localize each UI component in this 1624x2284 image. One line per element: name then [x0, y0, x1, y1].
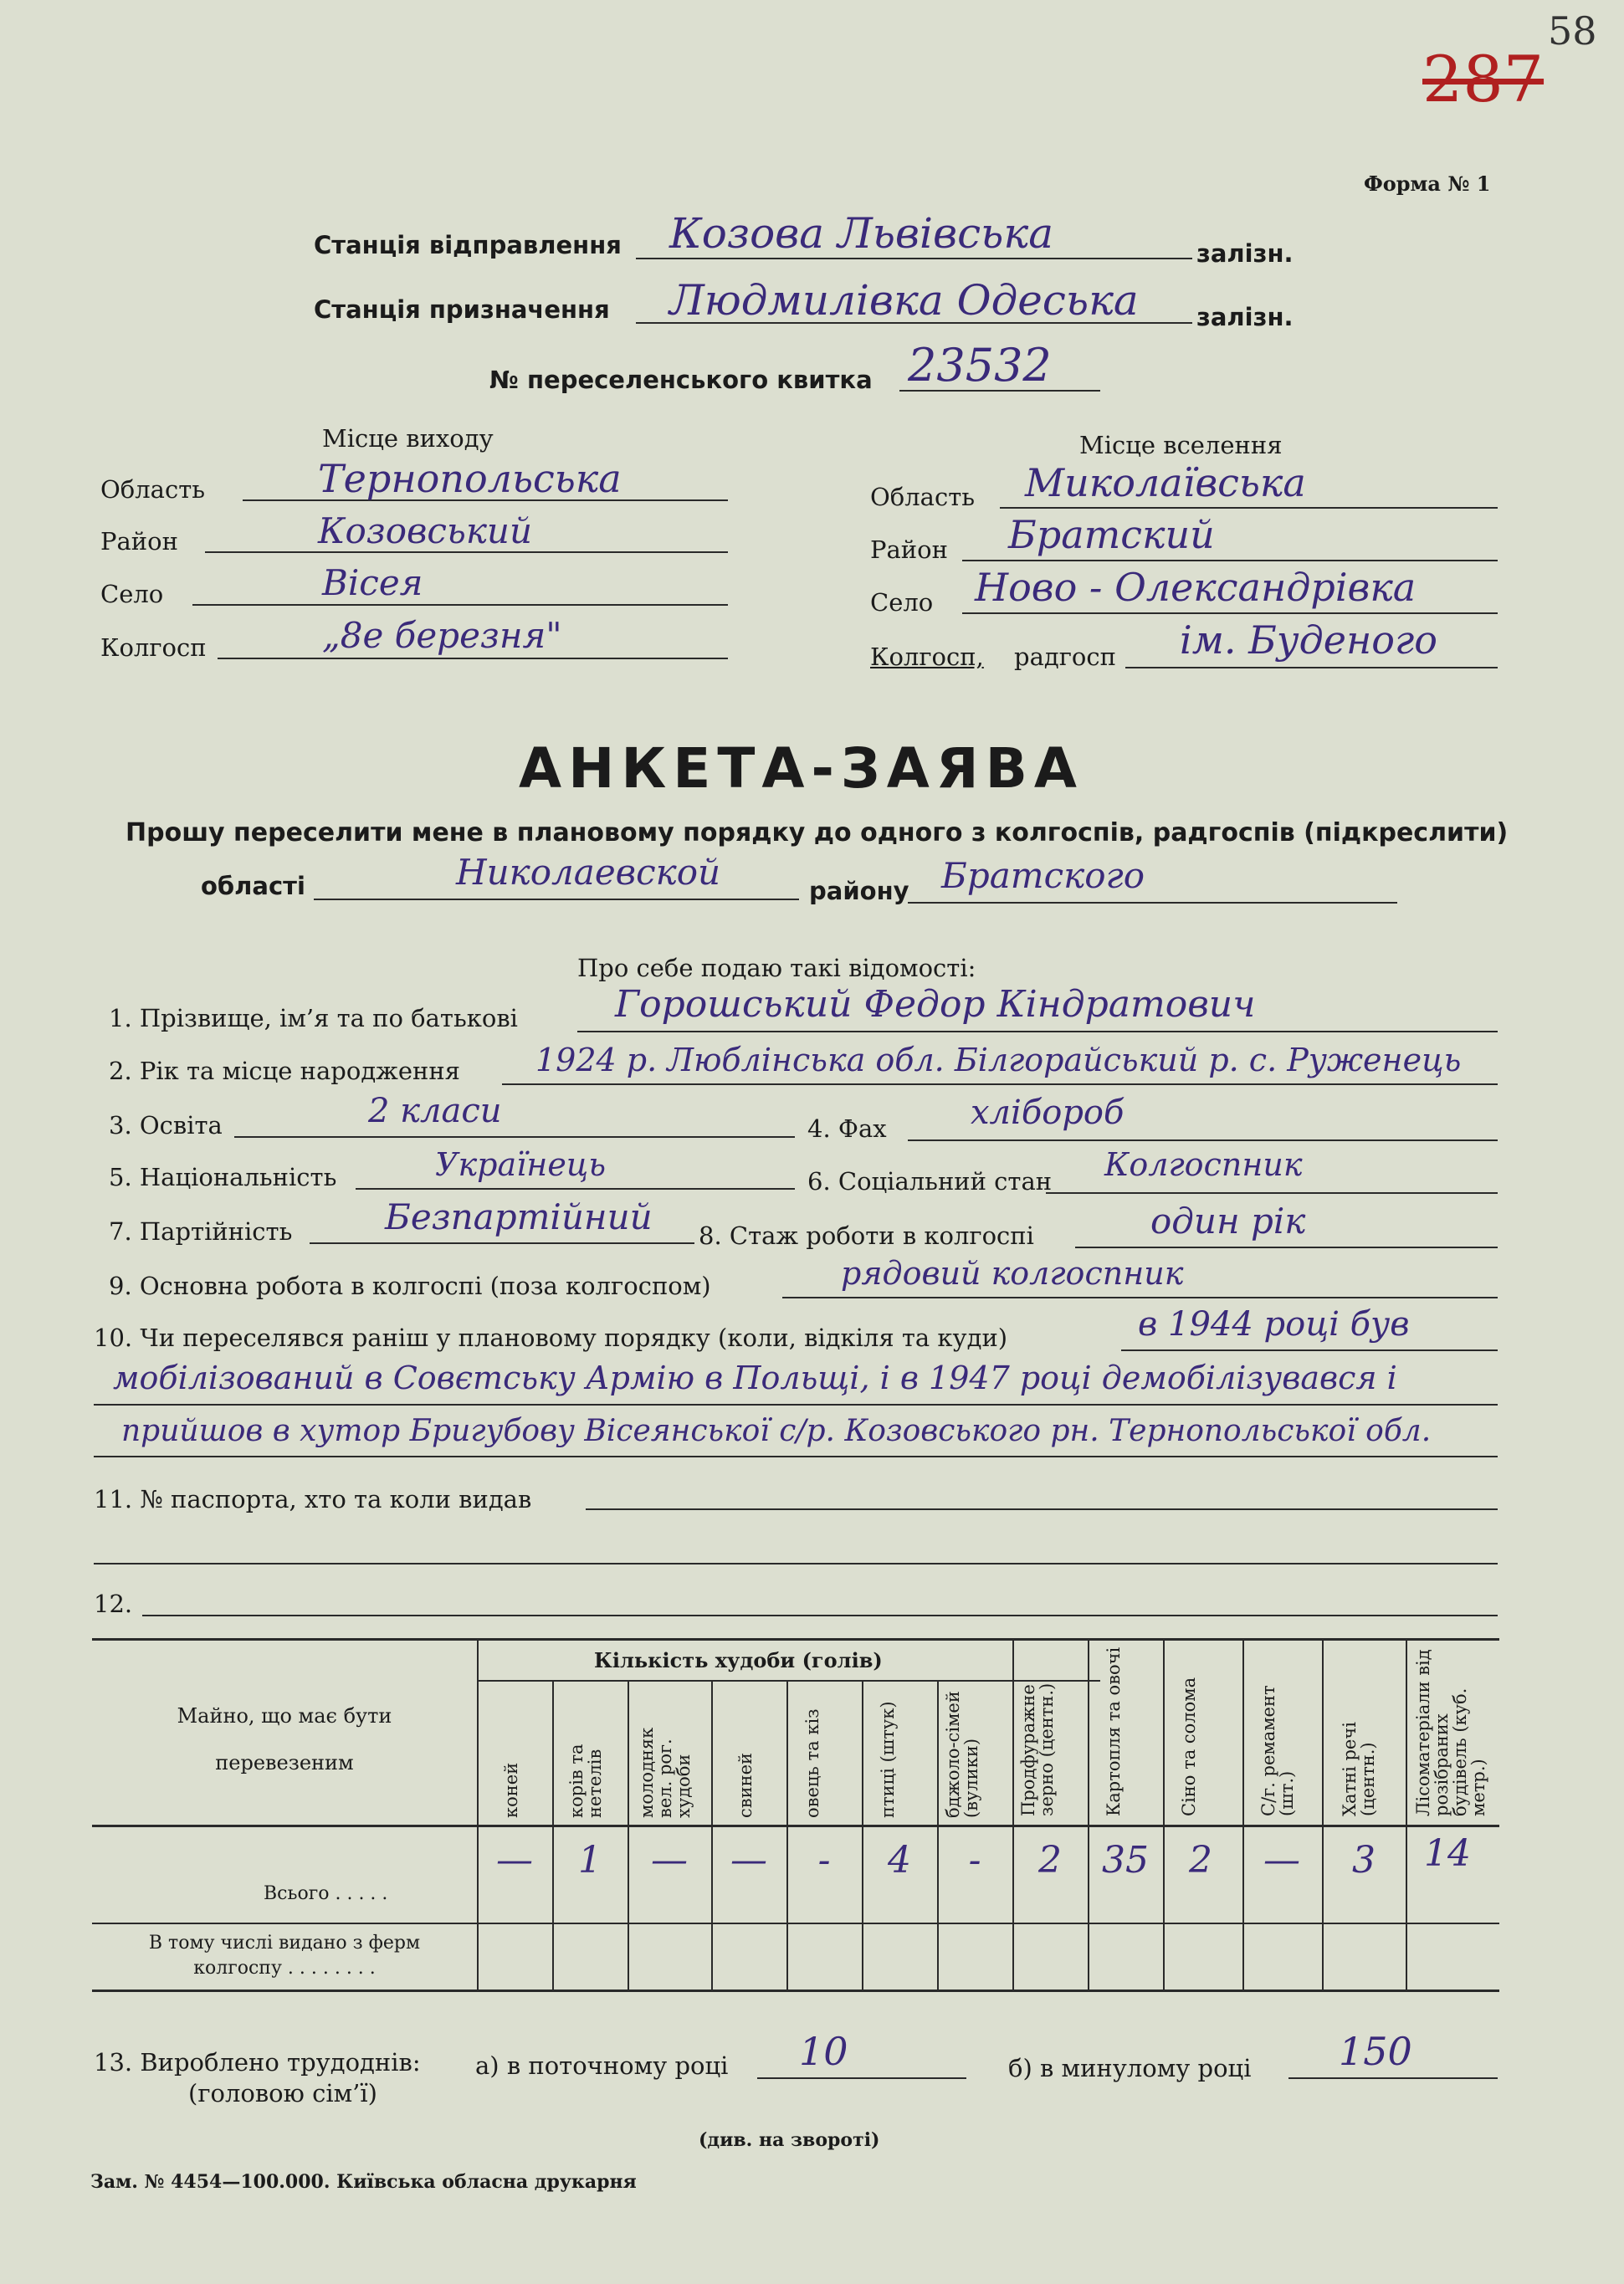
destination-district-value: Братский — [1008, 512, 1215, 557]
total-value: 14 — [1424, 1832, 1471, 1875]
field-11-label: 11. № паспорта, хто та коли видав — [94, 1485, 532, 1513]
printer-imprint: Зам. № 4454—100.000. Київська обласна друкарня — [90, 2171, 637, 2193]
destination-region-label: Область — [870, 483, 976, 511]
departure-value: Козова Львівська — [669, 209, 1054, 258]
column-header: Сіно та солома — [1179, 1677, 1199, 1816]
column-header: Картопля та овочі — [1104, 1646, 1124, 1816]
field-10-value-1: в 1944 році був — [1138, 1305, 1410, 1344]
form-title: АНКЕТА-ЗАЯВА — [519, 736, 1084, 801]
intro-text: Про себе подаю такі відомості: — [577, 954, 976, 982]
origin-village-label: Село — [100, 580, 164, 608]
origin-district-value: Козовський — [318, 510, 532, 551]
field-3-label: 3. Освіта — [109, 1111, 223, 1139]
field-2-value: 1924 р. Люблінська обл. Білгорайський р. с. Руженець — [535, 1042, 1462, 1078]
total-value: 4 — [888, 1839, 911, 1882]
total-value: — — [730, 1839, 767, 1882]
request-raion-label: району — [809, 877, 909, 905]
field-5-value: Українець — [435, 1146, 607, 1183]
ticket-label: № переселенського квитка — [489, 366, 873, 394]
column-header: Хатні речі (центн.) — [1340, 1722, 1378, 1816]
destination-station-label: Станція призначення — [314, 295, 610, 324]
field-6-value: Колгоспник — [1104, 1146, 1303, 1183]
field-4-label: 4. Фах — [807, 1114, 887, 1143]
total-value: 2 — [1038, 1839, 1062, 1882]
field-10-value-2: мобілізований в Совєтську Армію в Польщі, і в 1947 році демобілізувався і — [113, 1360, 1397, 1396]
origin-kolkhoz-label: Колгосп — [100, 633, 207, 662]
destination-heading: Місце вселення — [1079, 431, 1283, 459]
destination-region-value: Миколаївська — [1025, 460, 1306, 505]
request-oblast-value: Николаевской — [456, 852, 721, 893]
column-header: Лісоматеріали від розібраних будівель (куб. метр.) — [1413, 1649, 1488, 1816]
total-value: — — [1263, 1839, 1300, 1882]
field-12-label: 12. — [94, 1590, 133, 1618]
total-value: — — [651, 1839, 688, 1882]
archive-number-crossed: 287 — [1422, 42, 1545, 116]
farm-label: В тому числі видано з ферм колгоспу . . . . . . . . — [148, 1933, 421, 1979]
workdays-previous-value: 150 — [1339, 2029, 1412, 2074]
total-value: 3 — [1352, 1839, 1376, 1882]
request-raion-value: Братского — [941, 855, 1145, 896]
column-header: птиці (штук) — [878, 1701, 898, 1818]
workdays-previous-label: б) в минулому році — [1008, 2054, 1252, 2082]
table-row-header: Майно, що має бути перевезеним — [177, 1704, 392, 1774]
field-10-label: 10. Чи переселявся раніш у плановому порядку (коли, відкіля та куди) — [94, 1324, 1008, 1352]
table-group-header: Кількість худоби (голів) — [594, 1648, 883, 1672]
origin-region-value: Тернопольська — [318, 456, 622, 501]
request-oblast-label: області — [201, 872, 305, 900]
workdays-label: 13. Вироблено трудоднів: — [94, 2048, 421, 2077]
total-value: - — [968, 1839, 981, 1882]
total-value: 2 — [1189, 1839, 1212, 1882]
origin-kolkhoz-value: „8е березня" — [322, 615, 562, 656]
field-8-value: один рік — [1150, 1201, 1306, 1242]
column-header: коней — [501, 1762, 521, 1818]
departure-label: Станція відправлення — [314, 231, 622, 259]
field-7-value: Безпартійний — [385, 1196, 653, 1237]
field-3-value: 2 класи — [368, 1092, 502, 1130]
field-7-label: 7. Партійність — [109, 1217, 293, 1246]
total-value: 1 — [578, 1839, 602, 1882]
field-9-label: 9. Основна робота в колгоспі (поза колгоспом) — [109, 1272, 711, 1300]
destination-kolkhoz-label: Колгосп, — [870, 643, 984, 671]
destination-district-label: Район — [870, 535, 948, 564]
total-label: Всього . . . . . — [264, 1883, 388, 1904]
archive-number: 58 — [1548, 8, 1597, 54]
see-back-note: (див. на звороті) — [699, 2129, 880, 2151]
request-text: Прошу переселити мене в плановому порядку до одного з колгоспів, радгоспів (підкреслити) — [126, 818, 1509, 848]
field-10-value-3: прийшов в хутор Бригубову Вісеянської с/р. Козовського рн. Тернопольської обл. — [121, 1414, 1432, 1448]
destination-village-value: Ново - Олександрівка — [975, 565, 1417, 610]
origin-heading: Місце виходу — [322, 424, 494, 453]
property-table — [92, 1638, 1499, 1998]
column-header: свиней — [735, 1752, 756, 1818]
column-header: корів та нетелів — [566, 1744, 605, 1818]
field-9-value: рядовий колгоспник — [841, 1255, 1184, 1292]
origin-district-label: Район — [100, 527, 178, 556]
origin-region-label: Область — [100, 475, 206, 504]
destination-station-value: Людмилівка Одеська — [669, 276, 1139, 325]
field-5-label: 5. Національність — [109, 1163, 337, 1191]
ticket-value: 23532 — [908, 339, 1052, 392]
workdays-sub-label: (головою сім’ї) — [188, 2079, 377, 2107]
column-header: С/г. ремамент (шт.) — [1258, 1685, 1297, 1816]
total-value: - — [817, 1839, 831, 1882]
destination-kolkhoz-value: ім. Буденого — [1180, 617, 1437, 663]
total-value: — — [496, 1839, 533, 1882]
field-1-value: Горошський Федор Кіндратович — [615, 983, 1256, 1026]
workdays-current-label: а) в поточному році — [475, 2051, 729, 2080]
rail-label-2: залізн. — [1196, 303, 1294, 331]
column-header: молодняк вел. рог. худоби — [637, 1727, 694, 1818]
column-header: бджоло-сімей (вулики) — [943, 1691, 981, 1818]
column-header: овець та кіз — [802, 1708, 822, 1818]
rail-label-1: залізн. — [1196, 239, 1294, 268]
field-6-label: 6. Соціальний стан — [807, 1167, 1053, 1196]
origin-village-value: Вісея — [322, 562, 423, 603]
column-header: Продфуражне зерно (центн.) — [1018, 1682, 1057, 1816]
field-1-label: 1. Прізвище, ім’я та по батькові — [109, 1004, 518, 1032]
field-4-value: хлібороб — [971, 1093, 1125, 1132]
field-2-label: 2. Рік та місце народження — [109, 1057, 460, 1085]
destination-village-label: Село — [870, 588, 934, 617]
field-8-label: 8. Стаж роботи в колгоспі — [699, 1221, 1034, 1250]
destination-radhosp-label: радгосп — [1014, 643, 1116, 671]
total-value: 35 — [1102, 1839, 1149, 1882]
form-number: Форма № 1 — [1364, 172, 1491, 196]
workdays-current-value: 10 — [799, 2029, 848, 2074]
